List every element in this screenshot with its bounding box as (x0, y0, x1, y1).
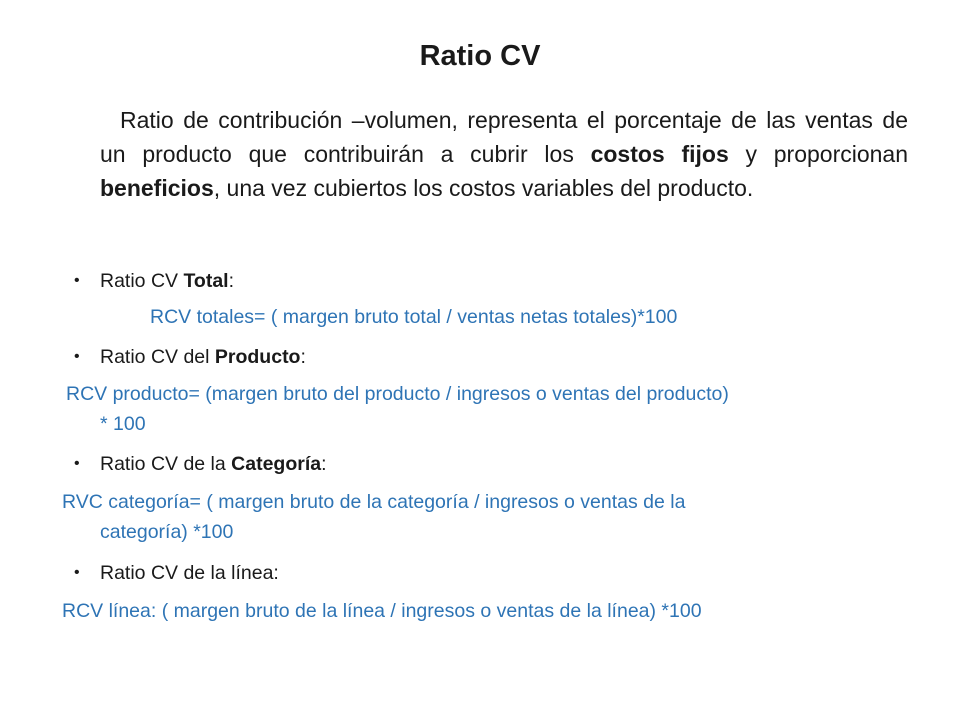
label-prefix: Ratio CV del (100, 346, 215, 368)
formula-total: RCV totales= ( margen bruto total / ventas netas totales)*100 (150, 306, 678, 328)
formula-categoria-line2: categoría) *100 (100, 521, 234, 543)
bullet-label-producto (100, 344, 306, 370)
label-prefix: Ratio CV (100, 270, 184, 292)
bullet-icon: • (74, 564, 80, 581)
label-suffix: : (300, 346, 306, 368)
bullet-label-total (100, 268, 234, 294)
label-suffix: : (321, 453, 327, 475)
formula-producto-line1: RCV producto= (margen bruto del producto / ingresos o ventas del producto) (66, 383, 729, 405)
bullet-label-categoria (100, 451, 327, 477)
intro-text-1: Ratio de contribución –volumen, representa el porcentaje de las ventas de un producto que contribuirán a cubrir los (100, 107, 908, 167)
intro-text-2: y proporcionan (728, 141, 909, 167)
bullet-icon: • (74, 272, 80, 289)
label-prefix: Ratio CV de la (100, 453, 232, 475)
label-bold: Categoría (231, 453, 322, 475)
label-suffix: : (228, 270, 235, 292)
formula-producto-line2: * 100 (100, 413, 146, 435)
formula-categoria-line1: RVC categoría= ( margen bruto de la categoría / ingresos o ventas de la (62, 491, 686, 513)
intro-bold-beneficios: beneficios (100, 175, 214, 201)
bullet-icon: • (74, 455, 80, 472)
intro-paragraph (100, 103, 908, 205)
intro-bold-costos-fijos: costos fijos (590, 141, 729, 167)
slide-title: Ratio CV (419, 40, 541, 72)
bullet-label-linea: Ratio CV de la línea: (100, 562, 279, 584)
formula-linea: RCV línea: ( margen bruto de la línea / ingresos o ventas de la línea) *100 (62, 600, 702, 622)
bullet-icon: • (74, 348, 80, 365)
label-bold: Total (183, 270, 229, 292)
label-bold: Producto (214, 346, 301, 368)
intro-text-3: , una vez cubiertos los costos variables del producto. (213, 175, 754, 201)
